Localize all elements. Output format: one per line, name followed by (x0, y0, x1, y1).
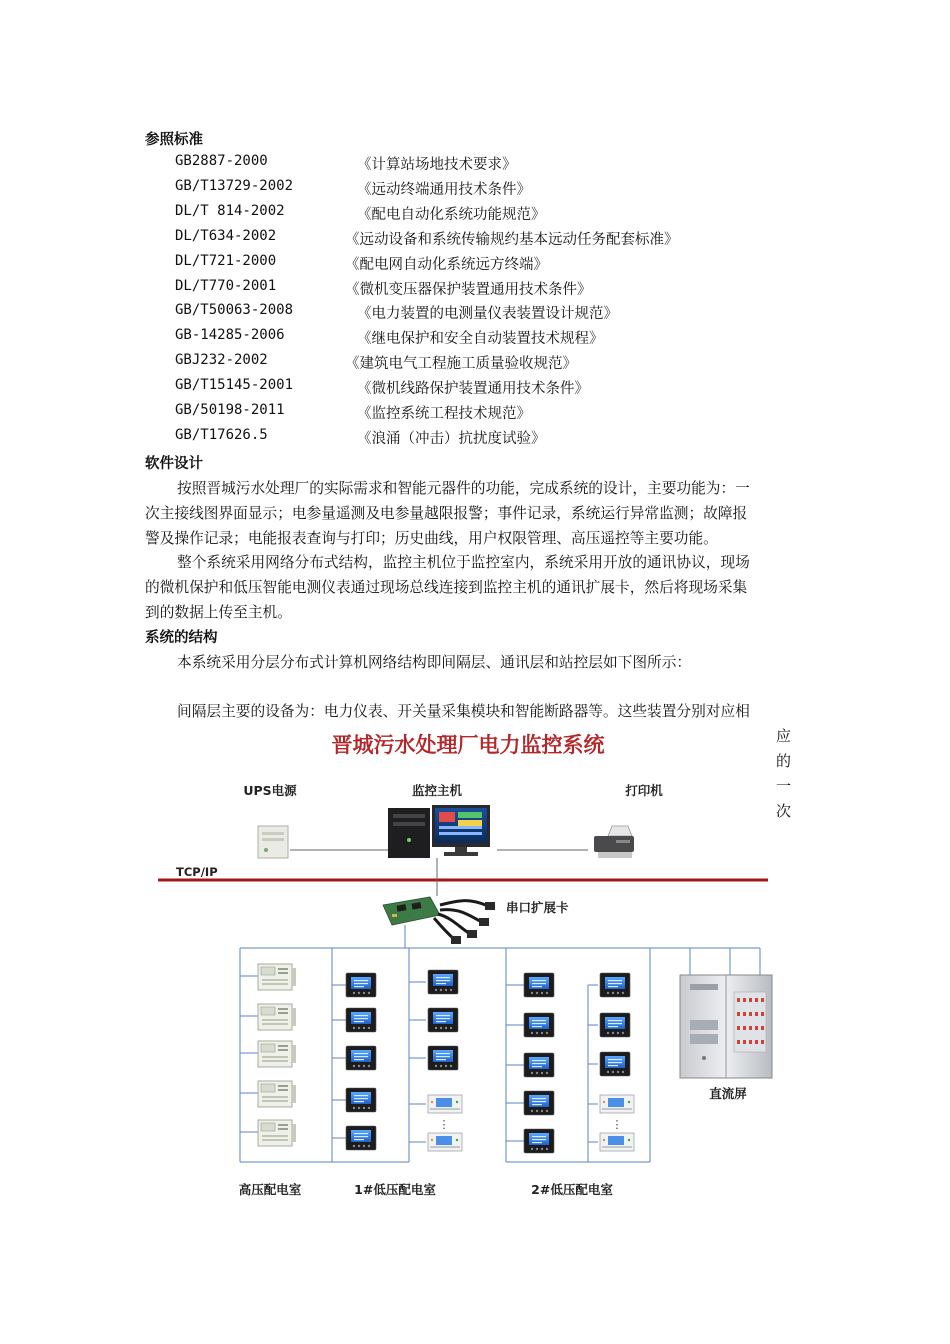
standard-title: 《微机线路保护装置通用技术条件》 (357, 381, 589, 398)
vertical-char-4: 次 (776, 802, 792, 820)
vertical-char-1: 应 (776, 727, 792, 745)
hv-relay-group (258, 964, 296, 1146)
standard-title: 《电力装置的电测量仪表装置设计规范》 (357, 306, 618, 323)
standard-code: GB/T13729-2002 (175, 177, 294, 194)
structure-paragraph-2: 间隔层主要的设备为：电力仪表、开关量采集模块和智能断路器等。这些装置分别对应相 (177, 703, 750, 720)
standard-code: DL/T770-2001 (175, 277, 277, 294)
standard-code: GBJ232-2002 (175, 352, 268, 369)
standard-code: GB-14285-2006 (175, 327, 285, 344)
host-label: 监控主机 (411, 783, 463, 798)
dc-screen-cabinet-icon (680, 975, 772, 1078)
standard-code: DL/T721-2000 (175, 252, 277, 269)
vertical-char-3: 一 (776, 777, 792, 795)
serial-card-icon (383, 897, 495, 944)
software-p2-line1: 整个系统采用网络分布式结构，监控主机位于监控室内，系统采用开放的通讯协议，现场 (177, 554, 750, 571)
software-heading: 软件设计 (145, 456, 203, 472)
standard-title: 《配电网自动化系统远方终端》 (345, 256, 548, 273)
software-p1-line1: 按照晋城污水处理厂的实际需求和智能元器件的功能，完成系统的设计，主要功能为：一 (177, 480, 750, 497)
software-p2-line2: 的微机保护和低压智能电测仪表通过现场总线连接到监控主机的通讯扩展卡，然后将现场采集 (145, 579, 748, 596)
software-p1-line2: 次主接线图界面显示；电参量遥测及电参量越限报警；事件记录，系统运行异常监测；故障报 (145, 505, 748, 522)
printer-label: 打印机 (625, 783, 663, 798)
standard-title: 《继电保护和安全自动装置技术规程》 (357, 331, 604, 348)
standard-code: GB/50198-2011 (175, 402, 285, 418)
tcpip-label: TCP/IP (176, 865, 218, 879)
standard-title: 《浪涌（冲击）抗扰度试验》 (357, 430, 546, 447)
structure-paragraph-1: 本系统采用分层分布式计算机网络结构即间隔层、通讯层和站控层如下图所示： (177, 654, 692, 671)
standard-title: 《监控系统工程技术规范》 (357, 406, 531, 422)
room-label-lv2: 2#低压配电室 (531, 1182, 613, 1197)
standard-code: DL/T 814-2002 (175, 202, 285, 219)
serial-card-label: 串口扩展卡 (506, 900, 569, 915)
standard-title: 《计算站场地技术要求》 (357, 157, 517, 173)
software-p2-line3: 到的数据上传至主机。 (145, 604, 292, 621)
standard-title: 《配电自动化系统功能规范》 (357, 206, 546, 223)
standard-title: 《远动设备和系统传输规约基本远动任务配套标准》 (345, 231, 679, 248)
lv1-meter-group (346, 970, 462, 1151)
structure-heading: 系统的结构 (145, 630, 218, 646)
host-computer-icon (388, 805, 490, 858)
standard-title: 《远动终端通用技术条件》 (357, 181, 531, 198)
dc-screen-label: 直流屏 (709, 1086, 747, 1101)
diagram-title: 晋城污水处理厂电力监控系统 (331, 733, 605, 757)
room-label-hv: 高压配电室 (238, 1182, 302, 1197)
standard-title: 《微机变压器保护装置通用技术条件》 (345, 281, 592, 298)
references-heading: 参照标准 (145, 132, 203, 148)
room-label-lv1: 1#低压配电室 (354, 1182, 436, 1197)
ups-icon (258, 826, 288, 858)
vertical-char-2: 的 (776, 752, 792, 770)
standard-code: GB/T15145-2001 (175, 377, 294, 394)
printer-icon (594, 826, 634, 858)
standard-title: 《建筑电气工程施工质量验收规范》 (345, 356, 577, 373)
standard-code: GB/T17626.5 (175, 426, 268, 443)
lv2-meter-group (524, 973, 634, 1153)
standard-code: GB2887-2000 (175, 153, 268, 169)
standard-code: GB/T50063-2008 (175, 302, 294, 319)
svg-text:⋮: ⋮ (438, 1118, 450, 1131)
svg-text:⋮: ⋮ (611, 1118, 623, 1131)
software-p1-line3: 警及操作记录；电能报表查询与打印；历史曲线，用户权限管理、高压遥控等主要功能。 (145, 530, 718, 547)
ups-label: UPS电源 (243, 783, 297, 798)
standard-code: DL/T634-2002 (175, 227, 277, 244)
